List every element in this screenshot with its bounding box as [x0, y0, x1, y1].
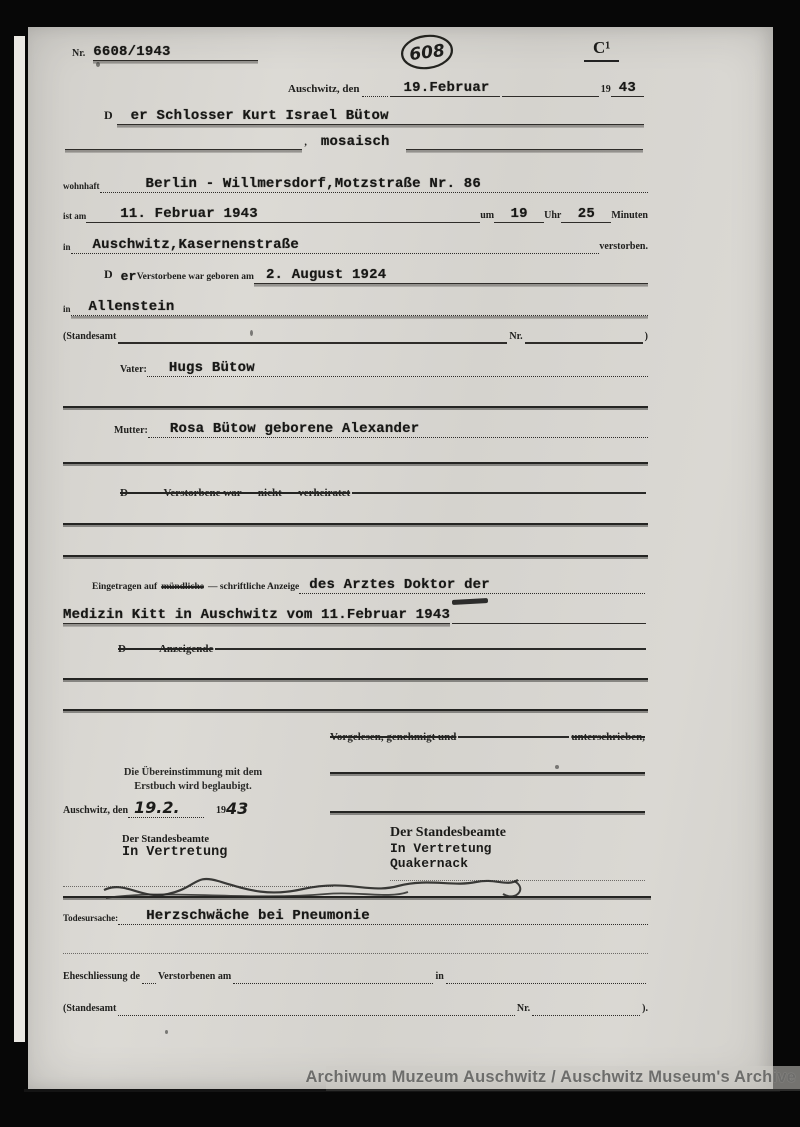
verstorbenen-am-label: Verstorbenen am: [157, 971, 232, 982]
eingetragen-label: Eingetragen auf: [92, 582, 158, 592]
certification-note: [88, 766, 298, 794]
registry-number-line: [72, 44, 258, 61]
paper-speck: [555, 765, 559, 769]
born-label: Verstorbene war geboren am: [136, 272, 254, 282]
in-label: in: [63, 242, 71, 252]
page-number-annotation: [399, 33, 455, 71]
vorgelesen-struck-line: [330, 731, 645, 743]
right-official-name: Quakernack: [390, 856, 469, 871]
death-hour-value: 19: [510, 206, 528, 222]
death-place-line: [63, 237, 648, 254]
official-signature: [96, 856, 566, 913]
marital-status-struck: [120, 487, 648, 499]
place-date-label: Auschwitz, den: [288, 83, 360, 95]
closing-date-line: [63, 798, 313, 818]
death-datetime-line: [63, 206, 648, 223]
left-official-title: Der Standesbeamte: [122, 834, 210, 845]
standesamt-footer-line: [63, 1003, 648, 1016]
registry-number-label: Nr.: [72, 48, 86, 59]
marriage-line: [63, 971, 648, 984]
vater-label: Vater:: [120, 364, 147, 375]
registration-notice-line: [92, 577, 645, 594]
todesursache-label: Todesursache:: [63, 913, 119, 923]
death-date-value: 11. Februar 1943: [120, 206, 258, 222]
signature-rule-right-1: [330, 772, 645, 774]
deceased-name-value: er Schlosser Kurt Israel Bütow: [130, 108, 389, 124]
father-line: [120, 360, 648, 377]
minuten-label: Minuten: [611, 210, 648, 221]
schriftliche-label: — schriftliche Anzeige: [207, 582, 300, 592]
mother-line: [114, 421, 648, 438]
archive-watermark-text: Archiwum Muzeum Auschwitz / Auschwitz Museum's Archive: [305, 1068, 796, 1086]
registry-number-value: 6608/1943: [93, 44, 171, 60]
religion-line: [63, 134, 645, 150]
anzeigende-struck-text: D———Anzeigende: [118, 643, 214, 655]
right-official-sub: In Vertretung: [390, 841, 492, 856]
muendliche-struck: mündliche: [161, 582, 204, 592]
year-value: 43: [618, 80, 636, 96]
marital-struck-text: D——— Verstorbene war — nicht — verheiratet: [120, 487, 351, 499]
footer-nr-label: Nr.: [516, 1003, 531, 1014]
death-minutes-value: 25: [577, 206, 595, 222]
residence-line: [63, 176, 648, 193]
birth-date-line: [104, 267, 648, 284]
vorgelesen-struck-text: Vorgelesen, genehmigt und: [330, 731, 457, 743]
paper-speck: [165, 1030, 168, 1034]
unterschrieben-struck-text: unterschrieben,: [571, 731, 645, 743]
scan-edge-strip: [14, 36, 25, 1042]
birth-in-label: in: [63, 304, 71, 314]
death-record-date: 19.Februar: [403, 80, 490, 96]
deceased-name-line: [104, 108, 644, 125]
signature-rule-right-2: [330, 811, 645, 813]
standesamt-nr-label: Nr.: [509, 331, 523, 342]
blank-rule: [63, 953, 648, 954]
section-rule-3: [63, 523, 648, 525]
verstorben-label: verstorben.: [599, 241, 648, 252]
footer-standesamt-label: (Standesamt: [63, 1003, 117, 1014]
paper-speck: [96, 62, 100, 67]
birth-date-value: 2. August 1924: [265, 267, 387, 283]
born-er-typed: er: [120, 269, 137, 284]
father-value: Hugs Bütow: [168, 360, 255, 376]
form-mark-c1: C¹: [584, 38, 619, 62]
place-date-line: [288, 80, 644, 97]
residence-value: Berlin - Willmersdorf,Motzstraße Nr. 86: [145, 176, 481, 192]
left-official-sub: In Vertretung: [122, 845, 228, 860]
reporter-line2: [63, 607, 648, 624]
reporter-value-1: des Arztes Doktor der: [309, 577, 490, 593]
closing-place-label: Auschwitz, den: [63, 805, 129, 816]
archive-watermark: [305, 1066, 800, 1091]
page-number-text: 608: [408, 40, 446, 66]
wohnhaft-label: wohnhaft: [63, 181, 100, 191]
section-rule-4: [63, 555, 648, 557]
mutter-label: Mutter:: [114, 425, 148, 436]
certification-note-line2: Erstbuch wird beglaubigt.: [134, 781, 252, 792]
marriage-in-label: in: [435, 971, 444, 982]
religion-value: mosaisch: [320, 134, 390, 150]
death-place-value: Auschwitz,Kasernenstraße: [92, 237, 299, 253]
reporter-value-2: Medizin Kitt in Auschwitz vom 11.Februar 1943: [63, 607, 451, 623]
standesamt-label: (Standesamt: [63, 331, 117, 342]
section-rule-2: [63, 462, 648, 464]
right-official-title: Der Standesbeamte: [390, 825, 507, 840]
section-rule-1: [63, 406, 648, 408]
closing-year-prefix: 19: [216, 805, 227, 816]
born-d-prefix: D: [104, 267, 113, 281]
closing-year-hand: 43: [226, 799, 249, 818]
anzeigende-struck-line: [118, 643, 648, 655]
birth-place-value: Allenstein: [88, 299, 175, 315]
standesamt-line: [63, 331, 648, 344]
footer-close-paren: ).: [642, 1003, 648, 1014]
birth-place-line: [63, 299, 648, 316]
uhr-label: Uhr: [544, 210, 562, 221]
mother-value: Rosa Bütow geborene Alexander: [169, 421, 420, 437]
cause-of-death-value: Herzschwäche bei Pneumonie: [146, 908, 370, 924]
section-rule-6: [63, 709, 648, 711]
standesamt-close-paren: ): [644, 331, 648, 342]
section-rule-5: [63, 678, 648, 680]
comma-print: ,: [304, 137, 307, 148]
eheschliessung-label: Eheschliessung de: [63, 971, 140, 982]
closing-date-hand: 19.2.: [134, 798, 180, 817]
d-prefix: D: [104, 108, 113, 122]
year-prefix-print: 19: [600, 84, 611, 95]
um-label: um: [480, 210, 495, 221]
certification-note-line1: Die Übereinstimmung mit dem: [123, 767, 263, 778]
ist-am-label: ist am: [63, 211, 87, 221]
